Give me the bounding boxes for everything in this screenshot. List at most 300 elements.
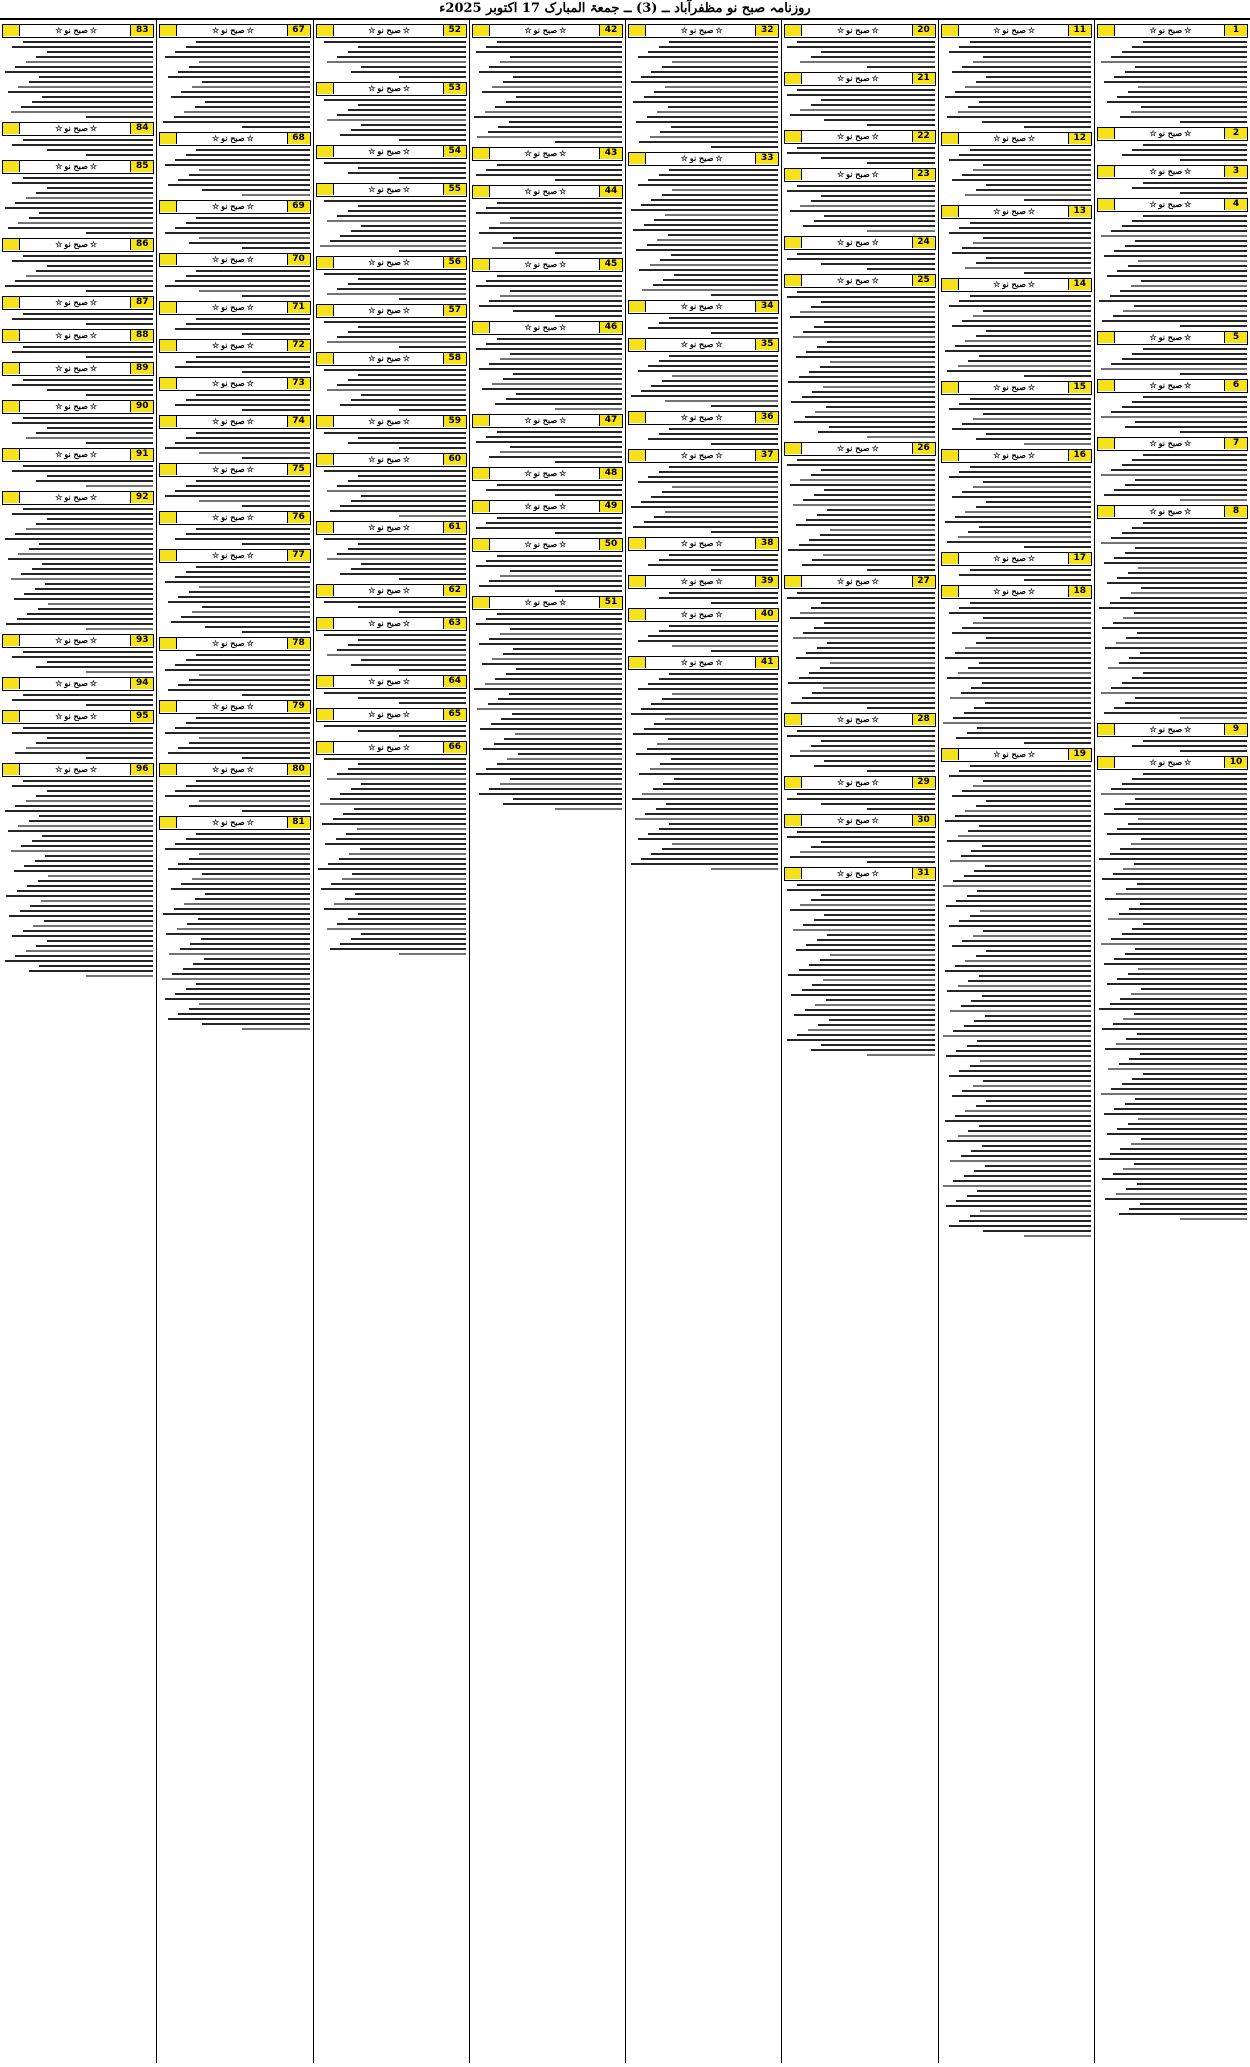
text-line (196, 41, 309, 43)
logo-mark-icon (3, 401, 20, 412)
ad-body-text (3, 417, 153, 444)
text-line (651, 703, 778, 705)
text-line (479, 585, 622, 587)
text-line (513, 648, 622, 650)
text-line (555, 590, 622, 592)
text-line (973, 622, 1091, 624)
star-icon: ☆ (715, 301, 723, 311)
text-line (959, 300, 1090, 302)
logo-label: صبح نو (846, 237, 870, 247)
star-icon: ☆ (1149, 25, 1157, 35)
text-line (659, 828, 778, 830)
star-icon: ☆ (993, 133, 1001, 143)
ad-number: 59 (443, 416, 466, 427)
ad-header (159, 24, 310, 38)
text-line (324, 470, 466, 472)
text-line (641, 501, 778, 503)
logo-label: صبح نو (64, 711, 88, 721)
ad-header (784, 814, 935, 828)
star-icon: ☆ (368, 416, 376, 426)
ad-body-text (317, 692, 466, 704)
ad-number: 77 (287, 550, 310, 561)
text-line (479, 643, 622, 645)
text-line (1180, 1218, 1247, 1220)
text-line (330, 510, 466, 512)
text-line (791, 994, 934, 996)
text-line (482, 388, 622, 390)
text-line (38, 608, 154, 610)
text-line (1180, 192, 1247, 194)
text-line (982, 1145, 1091, 1147)
text-line (327, 119, 466, 121)
text-line (943, 1185, 1091, 1187)
text-line (193, 963, 309, 965)
classified-column (1094, 20, 1250, 2063)
text-line (790, 617, 935, 619)
ad-header (316, 352, 467, 366)
text-line (983, 481, 1090, 483)
text-line (1120, 290, 1247, 292)
text-line (324, 321, 466, 323)
text-line (242, 694, 309, 696)
logo-mark-icon (3, 330, 20, 341)
logo-mark-icon (785, 237, 802, 248)
text-line (986, 76, 1090, 78)
text-line (12, 144, 153, 146)
text-line (186, 399, 310, 401)
text-line (958, 1135, 1091, 1137)
text-line (555, 461, 622, 463)
text-line (970, 765, 1091, 767)
ad-body-text (473, 41, 622, 143)
star-icon: ☆ (680, 657, 688, 667)
logo-mark-icon (3, 25, 20, 36)
ad-number: 76 (287, 512, 310, 523)
ad-header (1097, 165, 1248, 179)
text-line (827, 509, 934, 511)
text-line (659, 433, 778, 435)
ad-body-text (3, 41, 153, 118)
text-line (196, 780, 309, 782)
text-line (1128, 1123, 1247, 1125)
ad-header (784, 72, 935, 86)
star-icon: ☆ (55, 635, 63, 645)
logo-text (964, 279, 1065, 290)
logo-mark-icon (317, 742, 334, 753)
text-line (943, 722, 1091, 724)
classified-column (938, 20, 1094, 2063)
text-line (492, 658, 622, 660)
text-line (641, 858, 778, 860)
text-line (86, 485, 154, 487)
ad-header (784, 867, 935, 881)
text-line (42, 96, 153, 98)
logo-mark-icon (317, 676, 334, 687)
star-icon: ☆ (368, 353, 376, 363)
text-line (968, 980, 1090, 982)
text-line (811, 56, 935, 58)
text-line (1143, 923, 1247, 925)
ad-number: 37 (755, 450, 778, 461)
text-line (983, 164, 1090, 166)
text-line (474, 688, 622, 690)
text-line (946, 905, 1091, 907)
logo-text (807, 777, 908, 788)
logo-text (25, 492, 127, 503)
text-line (337, 288, 465, 290)
logo-mark-icon (1098, 757, 1115, 768)
text-line (986, 433, 1090, 435)
logo-text (339, 305, 440, 316)
text-line (976, 1105, 1091, 1107)
ad-number: 25 (912, 275, 935, 286)
text-line (958, 111, 1091, 113)
star-icon: ☆ (89, 449, 98, 459)
text-line (399, 76, 466, 78)
star-icon: ☆ (246, 25, 254, 35)
text-line (982, 682, 1091, 684)
text-line (799, 376, 935, 378)
ad-body-text (3, 465, 153, 487)
text-line (476, 623, 622, 625)
star-icon: ☆ (368, 742, 376, 752)
text-line (26, 275, 154, 277)
text-line (175, 790, 309, 792)
text-line (958, 985, 1091, 987)
ad-header (472, 414, 623, 428)
text-line (178, 1013, 309, 1015)
text-line (497, 41, 622, 43)
ad-body-text (317, 538, 466, 580)
text-line (1180, 325, 1247, 327)
logo-text (651, 609, 752, 620)
text-line (973, 315, 1091, 317)
ad-header (628, 152, 779, 166)
star-icon: ☆ (368, 146, 376, 156)
logo-text (182, 817, 283, 828)
ad-number: 1 (1224, 25, 1247, 36)
text-line (486, 522, 622, 524)
star-icon: ☆ (246, 302, 254, 312)
text-line (976, 262, 1091, 264)
logo-label: صبح نو (1002, 749, 1026, 759)
logo-label: صبح نو (221, 340, 245, 350)
text-line (982, 995, 1091, 997)
text-line (821, 195, 934, 197)
logo-label: صبح نو (64, 492, 88, 502)
star-icon: ☆ (211, 701, 220, 711)
text-line (965, 194, 1090, 196)
text-line (168, 76, 310, 78)
text-line (821, 803, 934, 805)
text-line (1110, 602, 1247, 604)
text-line (189, 858, 310, 860)
text-line (1110, 853, 1247, 855)
ad-number: 8 (1224, 506, 1247, 517)
text-line (513, 373, 622, 375)
text-line (1125, 245, 1247, 247)
logo-text (339, 676, 440, 687)
text-line (959, 46, 1090, 48)
star-icon: ☆ (559, 597, 567, 607)
ad-number: 47 (599, 415, 622, 426)
ad-number: 90 (130, 401, 153, 412)
star-icon: ☆ (836, 131, 845, 141)
text-line (1024, 742, 1091, 744)
text-line (959, 154, 1090, 156)
star-icon: ☆ (402, 618, 411, 628)
text-line (86, 975, 154, 977)
logo-label: صبح نو (846, 443, 870, 453)
ad-header (159, 253, 310, 267)
text-line (967, 1045, 1091, 1047)
ad-body-text (629, 466, 778, 533)
text-line (1135, 66, 1247, 68)
star-icon: ☆ (89, 239, 98, 249)
star-icon: ☆ (680, 576, 688, 586)
text-line (358, 104, 465, 106)
text-line (648, 564, 778, 566)
star-icon: ☆ (402, 25, 411, 35)
text-line (799, 544, 935, 546)
text-line (510, 56, 622, 58)
ad-body-text (785, 592, 934, 709)
text-line (787, 46, 935, 48)
star-icon: ☆ (559, 25, 567, 35)
ad-header (1097, 379, 1248, 393)
text-line (486, 207, 622, 209)
text-line (11, 578, 154, 580)
text-line (650, 136, 778, 138)
text-line (983, 617, 1090, 619)
text-line (196, 217, 309, 219)
star-icon: ☆ (836, 25, 845, 35)
text-line (986, 637, 1090, 639)
text-line (1125, 953, 1247, 955)
ad-header (2, 634, 154, 648)
text-line (196, 654, 309, 656)
text-line (199, 674, 309, 676)
ad-header (628, 338, 779, 352)
text-line (36, 432, 153, 434)
text-line (791, 401, 934, 403)
logo-mark-icon (473, 148, 490, 159)
text-line (790, 210, 935, 212)
text-line (787, 190, 935, 192)
text-line (177, 928, 310, 930)
text-line (1143, 396, 1247, 398)
ad-body-text (785, 884, 934, 1056)
text-line (653, 284, 778, 286)
text-line (805, 1009, 935, 1011)
text-line (959, 227, 1090, 229)
ad-body-text (629, 41, 778, 148)
text-line (12, 182, 153, 184)
text-line (973, 242, 1091, 244)
text-line (12, 935, 153, 937)
star-icon: ☆ (680, 301, 688, 311)
text-line (324, 692, 466, 694)
text-line (648, 365, 778, 367)
logo-label: صبح نو (689, 450, 714, 460)
text-line (358, 913, 465, 915)
text-line (962, 1090, 1090, 1092)
text-line (974, 707, 1090, 709)
ad-header (784, 442, 935, 456)
star-icon: ☆ (559, 322, 567, 332)
text-line (492, 86, 622, 88)
logo-label: صبح نو (689, 339, 714, 349)
text-line (959, 471, 1090, 473)
text-line (186, 361, 310, 363)
text-line (1104, 1113, 1247, 1115)
text-line (175, 993, 309, 995)
star-icon: ☆ (524, 468, 532, 478)
text-line (811, 745, 935, 747)
star-icon: ☆ (55, 161, 63, 171)
text-line (800, 109, 934, 111)
text-line (165, 732, 310, 734)
ad-body-text (317, 369, 466, 411)
star-icon: ☆ (524, 148, 532, 158)
logo-mark-icon (785, 73, 802, 84)
text-line (824, 489, 934, 491)
text-line (357, 828, 466, 830)
text-line (479, 305, 622, 307)
star-icon: ☆ (1027, 279, 1036, 289)
text-line (986, 501, 1090, 503)
text-line (5, 810, 154, 812)
star-icon: ☆ (368, 709, 376, 719)
text-line (821, 841, 934, 843)
text-line (196, 528, 309, 530)
text-line (811, 104, 935, 106)
logo-label: صبح نو (64, 764, 88, 774)
text-line (1125, 552, 1247, 554)
text-line (242, 295, 309, 297)
text-line (181, 91, 309, 93)
text-line (486, 46, 622, 48)
text-line (86, 356, 154, 358)
text-line (189, 174, 310, 176)
text-line (867, 770, 934, 772)
logo-mark-icon (317, 618, 334, 629)
text-line (982, 121, 1091, 123)
text-line (477, 136, 622, 138)
text-line (340, 505, 465, 507)
text-line (1123, 868, 1247, 870)
text-line (1180, 431, 1247, 433)
text-line (1113, 315, 1247, 317)
text-line (361, 225, 465, 227)
text-line (787, 94, 935, 96)
ad-body-text (1098, 773, 1247, 1220)
text-line (242, 409, 309, 411)
ad-number: 49 (599, 501, 622, 512)
text-line (242, 126, 309, 128)
text-line (168, 689, 310, 691)
ad-number: 14 (1068, 279, 1091, 290)
star-icon: ☆ (836, 443, 845, 453)
text-line (510, 778, 622, 780)
logo-mark-icon (473, 539, 490, 550)
text-line (497, 517, 622, 519)
text-line (1135, 479, 1247, 481)
ad-header (316, 24, 467, 38)
logo-mark-icon (160, 464, 177, 475)
star-icon: ☆ (1184, 506, 1192, 516)
text-line (1111, 56, 1247, 58)
logo-mark-icon (473, 597, 490, 608)
text-line (29, 820, 154, 822)
star-icon: ☆ (246, 464, 254, 474)
star-icon: ☆ (836, 169, 845, 179)
ad-header (472, 321, 623, 335)
text-line (8, 91, 154, 93)
logo-label: صبح نو (377, 522, 401, 532)
star-icon: ☆ (368, 83, 376, 93)
star-icon: ☆ (89, 123, 98, 133)
text-line (190, 943, 309, 945)
logo-text (1120, 506, 1221, 517)
text-line (955, 91, 1091, 93)
text-line (500, 222, 622, 224)
ad-body-text (160, 480, 309, 507)
ad-body-text (629, 554, 778, 571)
text-line (672, 693, 778, 695)
text-line (1143, 522, 1247, 524)
ad-body-text (317, 758, 466, 955)
text-line (968, 830, 1090, 832)
text-line (483, 748, 622, 750)
text-line (983, 237, 1090, 239)
text-line (47, 427, 154, 429)
text-line (983, 930, 1090, 932)
text-line (242, 543, 309, 545)
ad-number: 41 (755, 657, 778, 668)
text-line (186, 437, 310, 439)
text-line (15, 202, 153, 204)
logo-text (1120, 25, 1221, 36)
star-icon: ☆ (715, 657, 723, 667)
star-icon: ☆ (1184, 25, 1192, 35)
star-icon: ☆ (368, 522, 376, 532)
star-icon: ☆ (402, 184, 411, 194)
text-line (809, 371, 934, 373)
text-line (1143, 672, 1247, 674)
text-line (955, 815, 1091, 817)
text-line (976, 805, 1091, 807)
text-line (815, 411, 934, 413)
text-line (351, 399, 466, 401)
text-line (325, 843, 465, 845)
text-line (196, 318, 309, 320)
text-line (808, 1029, 935, 1031)
text-line (340, 235, 465, 237)
star-icon: ☆ (836, 576, 845, 586)
ad-body-text (1098, 182, 1247, 194)
text-line (1126, 637, 1247, 639)
logo-mark-icon (160, 25, 177, 36)
text-line (175, 490, 309, 492)
text-line (23, 930, 154, 932)
logo-text (339, 709, 440, 720)
logo-text (182, 764, 283, 775)
text-line (1131, 843, 1247, 845)
text-line (952, 428, 1091, 430)
text-line (324, 432, 466, 434)
text-line (983, 780, 1090, 782)
